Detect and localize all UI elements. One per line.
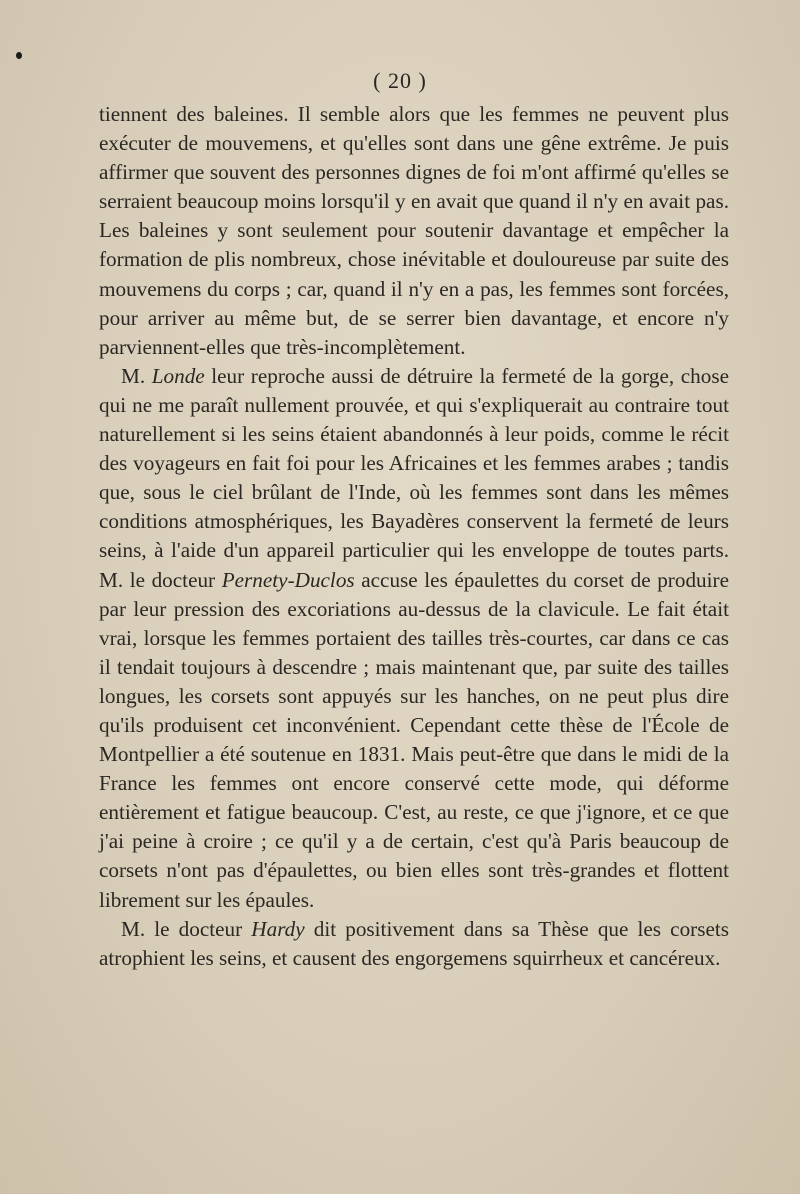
italic-name: Pernety-Duclos (221, 567, 355, 592)
text-segment: accuse les épaulettes du corset de produire par leur pression des excoriations au-dessus de la clavicule. Le fait était vrai, lorsque les femmes portaient des tailles très-courtes, car dans ce cas il tendait toujours à descendre ; mais maintenant que, par suite des tailles longues, les corsets sont appuyés sur les hanches, on ne peut plus dire qu'ils produisent cet inconvénient. Cependant cette thèse de l'École de Montpellier a été soutenue en 1831. Mais peut-être que dans le midi de la France les femmes ont encore conservé cette mode, qui déforme entièrement et fatigue beaucoup. C'est, au reste, ce que j'ignore, et ce que j'ai peine à croire ; ce qu'il y a de certain, c'est qu'à Paris beaucoup de corsets n'ont pas d'épaulettes, ou bien elles sont très-grandes et flottent librement sur les épaules. (99, 567, 729, 912)
text-segment: M. le docteur (121, 916, 252, 941)
text-segment: leur reproche aussi de détruire la fermeté de la gorge, chose qui ne me paraît nullement prouvée, et qui s'expliquerait au contraire tout naturellement si les seins étaient abandonnés à leur poids, comme le récit des voyageurs en fait foi pour les Africaines et les femmes arabes ; tandis que, sous le ciel brûlant de l'Inde, où les femmes sont dans les mêmes conditions atmosphériques, les Bayadères conservent la fermeté de leurs seins, à l'aide d'un appareil particulier qui les enveloppe de toutes parts. M. le docteur (99, 363, 729, 592)
italic-name: Hardy (251, 916, 305, 941)
ink-speck (16, 52, 22, 59)
text-segment: M. (121, 363, 152, 388)
body-text (99, 100, 729, 973)
italic-name: Londe (151, 363, 205, 388)
paragraph (99, 362, 729, 915)
text-segment: tiennent des baleines. Il semble alors que les femmes ne peuvent plus exécuter de mouvemens, et qu'elles sont dans une gêne extrême. Je puis affirmer que souvent des personnes dignes de foi m'ont affirmé qu'elles se serraient beaucoup moins lorsqu'il y en avait que quand il n'y en avait pas. Les baleines y sont seulement pour soutenir davantage et empêcher la formation de plis nombreux, chose inévitable et douloureuse par suite des mouvemens du corps ; car, quand il n'y en a pas, les femmes sont forcées, pour arriver au même but, de se serrer bien davantage, et encore n'y parviennent-elles que très-incomplètement. (99, 102, 729, 359)
paragraph (99, 915, 729, 973)
page-number: ( 20 ) (373, 68, 427, 93)
text-segment: dit positivement dans sa Thèse que les corsets atrophient les seins, et causent des engorgemens squirrheux et cancéreux. (99, 916, 729, 970)
paragraph (99, 100, 729, 362)
